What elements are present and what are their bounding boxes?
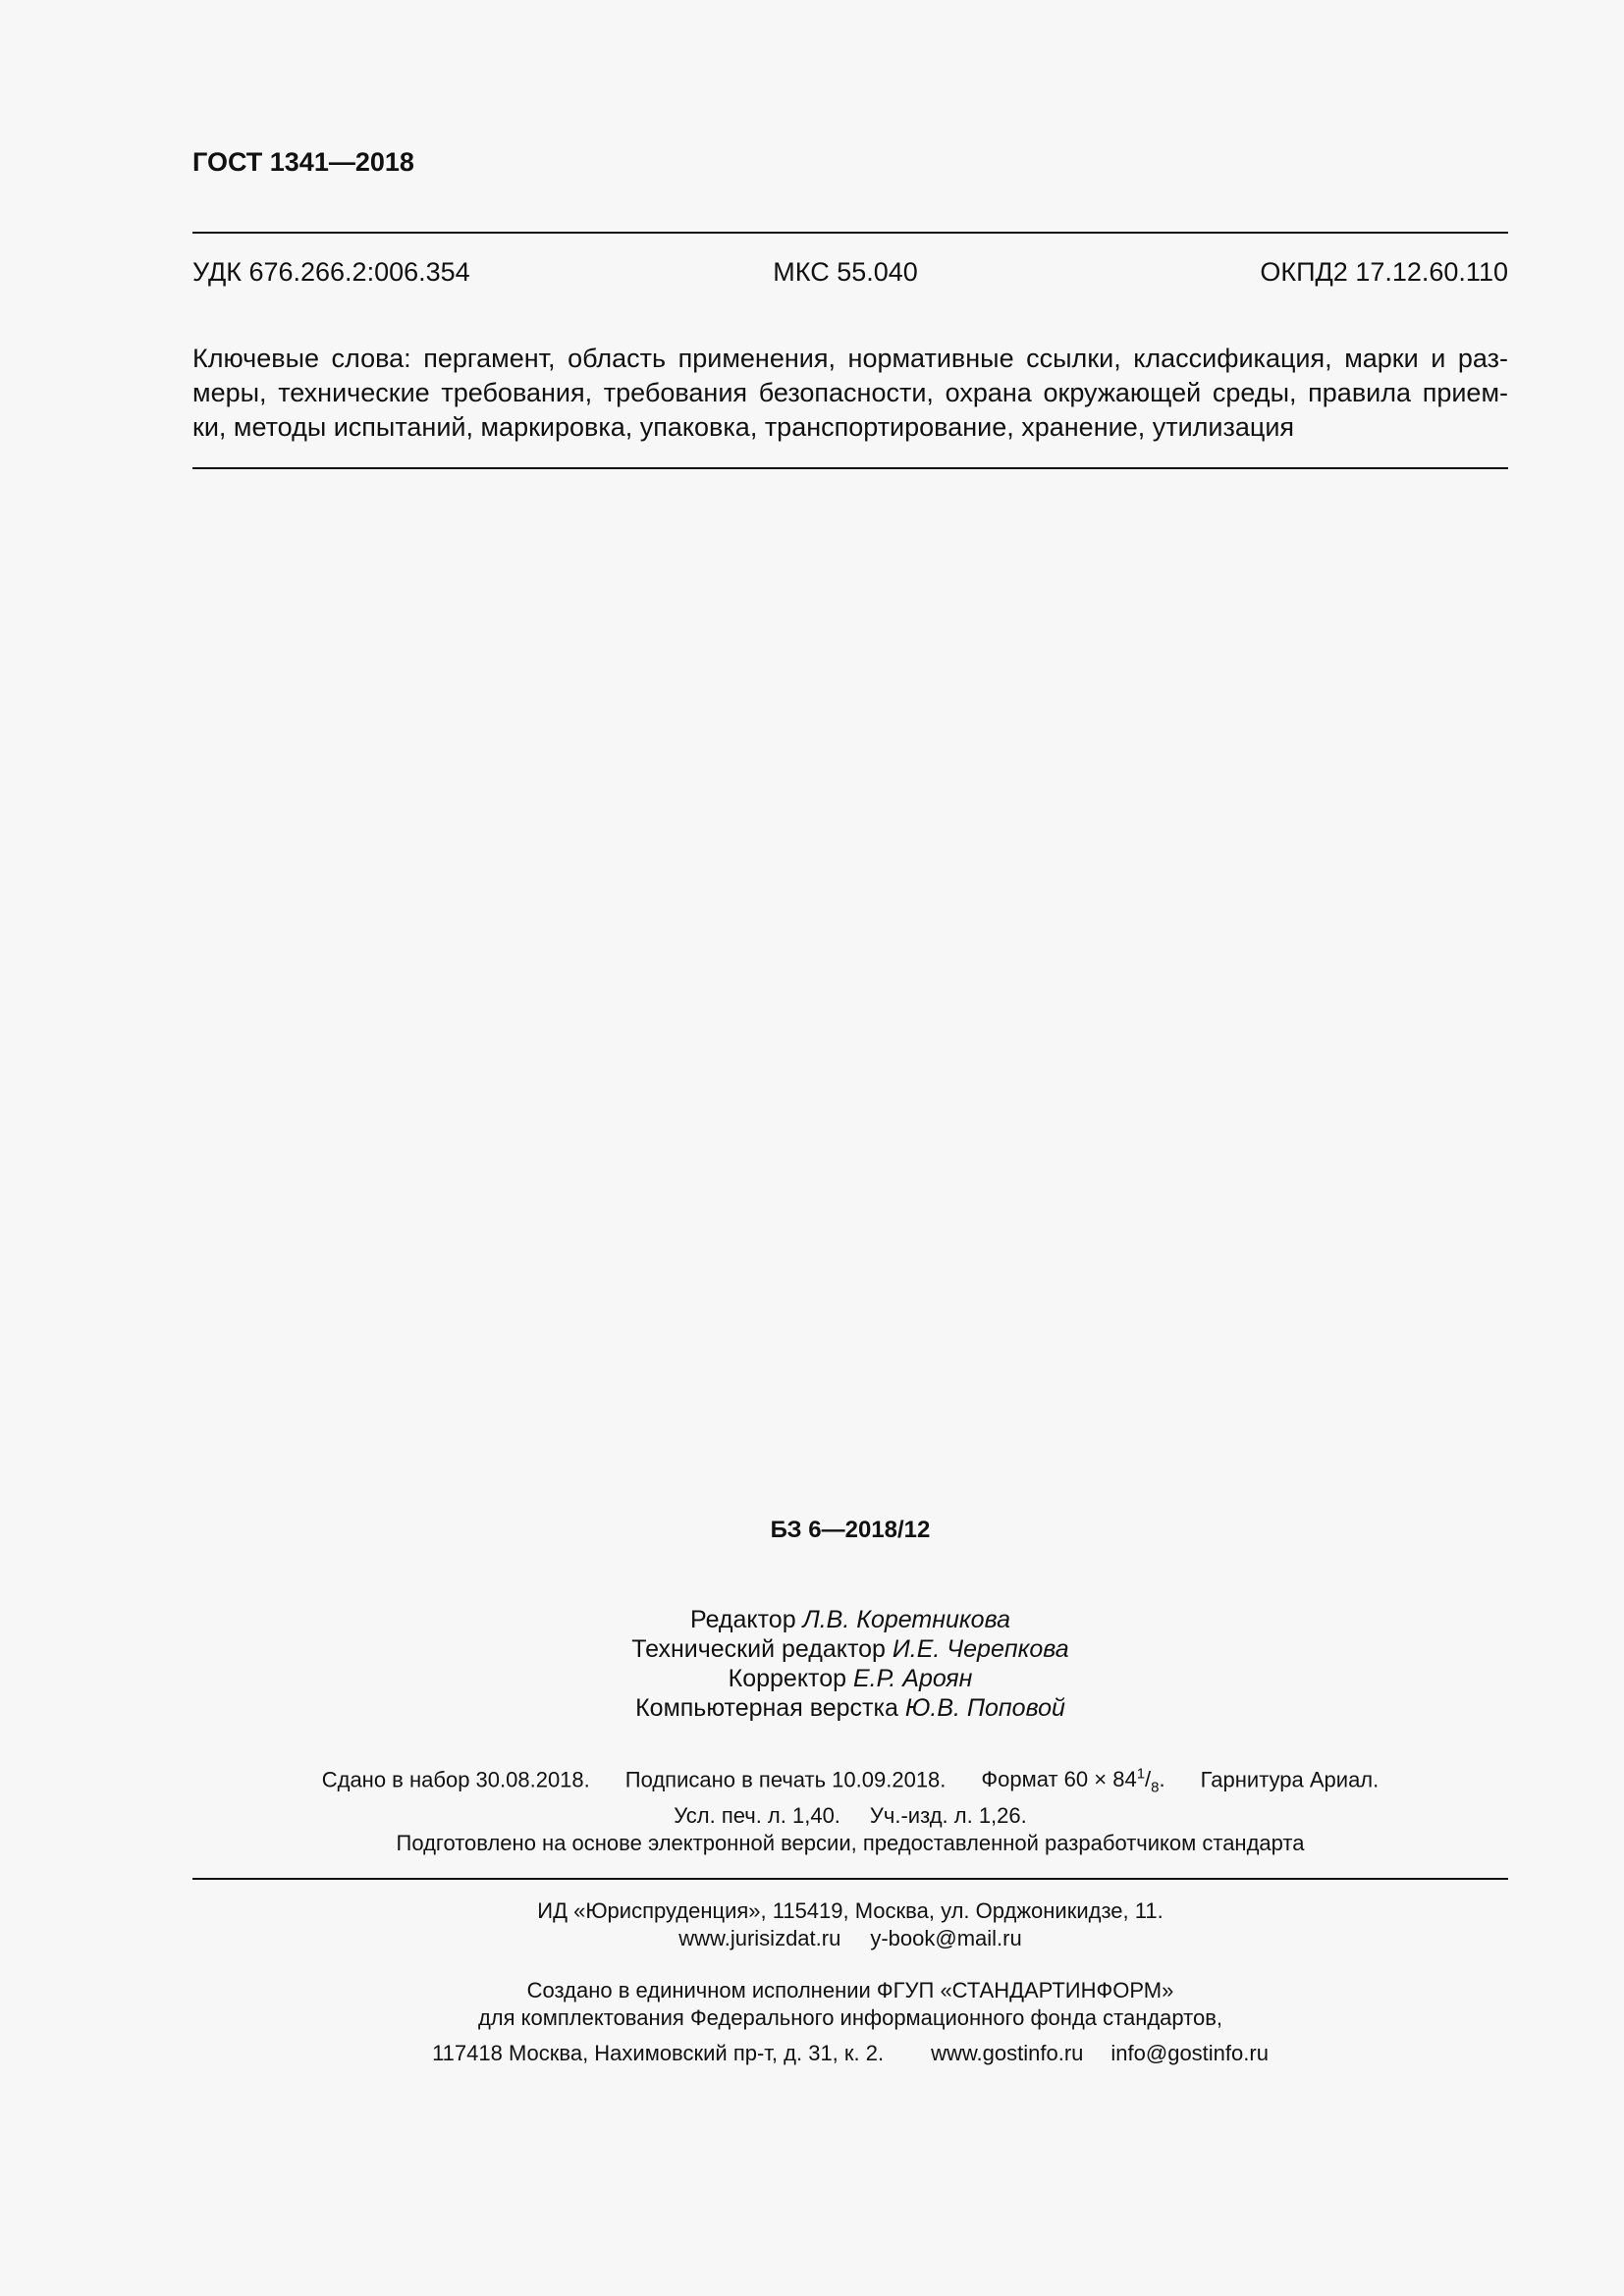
layout-role: Компьютерная верстка <box>635 1694 898 1722</box>
corrector-line <box>192 1664 1508 1693</box>
gostinfo-email[interactable]: info@gostinfo.ru <box>1110 2041 1269 2065</box>
editor-name: Л.В. Коретникова <box>802 1606 1010 1633</box>
publication-info <box>192 1761 1508 1830</box>
gostinfo-website[interactable]: www.gostinfo.ru <box>931 2041 1084 2065</box>
imprint-block <box>192 1897 1508 1952</box>
created-block <box>192 1977 1508 2067</box>
format-sub: 8 <box>1151 1779 1160 1796</box>
tech-editor-name: И.Е. Черепкова <box>892 1635 1069 1663</box>
created-line-1: Создано в единичном исполнении ФГУП «СТАНДАРТИНФОРМ» <box>526 1978 1174 2002</box>
created-line-2: для комплектования Федерального информационного фонда стандартов, <box>477 2005 1223 2030</box>
layout-line <box>192 1693 1508 1723</box>
publisher-address: ИД «Юриспруденция», 115419, Москва, ул. Орджоникидзе, 11. <box>537 1898 1164 1923</box>
bz-code: БЗ 6—2018/12 <box>770 1517 931 1543</box>
tech-editor-role: Технический редактор <box>631 1635 886 1663</box>
mks-code: МКС 55.040 <box>773 257 918 287</box>
format-slash: / <box>1145 1767 1152 1792</box>
publisher-contacts <box>192 1925 1508 1952</box>
submitted-date: Сдано в набор 30.08.2018. <box>321 1767 590 1792</box>
corrector-role: Корректор <box>728 1665 847 1692</box>
format-sup: 1 <box>1136 1766 1146 1783</box>
prepared-note: Подготовлено на основе электронной версии, предоставленной разработчиком стандарта <box>396 1831 1305 1855</box>
publication-line-1 <box>192 1761 1508 1802</box>
signed-date: Подписано в печать 10.09.2018. <box>624 1767 947 1792</box>
pub-sheets: Уч.-изд. л. 1,26. <box>869 1802 1027 1828</box>
imprint-divider <box>192 1878 1508 1880</box>
keywords-line-3: ки, методы испытаний, маркировка, упаковка, транспортирование, хранение, утилизация <box>192 412 1295 442</box>
publisher-email[interactable]: y-book@mail.ru <box>870 1926 1022 1950</box>
publisher-website[interactable]: www.jurisizdat.ru <box>678 1926 841 1950</box>
format-suffix: . <box>1159 1767 1165 1792</box>
tech-editor-line <box>192 1634 1508 1664</box>
publication-line-2 <box>192 1802 1508 1830</box>
keywords-line-2: меры, технические требования, требования безопасности, охрана окружающей среды, правила прием- <box>192 378 1508 407</box>
format-prefix: Формат 60 × 84 <box>981 1767 1137 1792</box>
editors-block <box>192 1605 1508 1723</box>
udk-code: УДК 676.266.2:006.354 <box>192 257 470 287</box>
layout-name: Ю.В. Поповой <box>904 1694 1065 1722</box>
created-contacts <box>192 2040 1508 2067</box>
keywords-divider <box>192 467 1508 469</box>
keywords-block <box>192 342 1508 445</box>
gostinfo-address: 117418 Москва, Нахимовский пр-т, д. 31, к. 2. <box>432 2041 885 2065</box>
keywords-line-1: Ключевые слова: пергамент, область применения, нормативные ссылки, классификация, марки и раз- <box>192 344 1508 373</box>
corrector-name: Е.Р. Ароян <box>852 1665 973 1692</box>
okpd-code: ОКПД2 17.12.60.110 <box>1260 257 1508 287</box>
typeface: Гарнитура Ариал. <box>1200 1767 1380 1792</box>
classification-row <box>192 257 1508 288</box>
editor-line <box>192 1605 1508 1634</box>
print-sheets: Усл. печ. л. 1,40. <box>674 1802 840 1828</box>
editor-role: Редактор <box>690 1606 796 1633</box>
paper-format <box>981 1766 1165 1796</box>
standard-id: ГОСТ 1341—2018 <box>192 147 414 177</box>
top-divider <box>192 232 1508 234</box>
